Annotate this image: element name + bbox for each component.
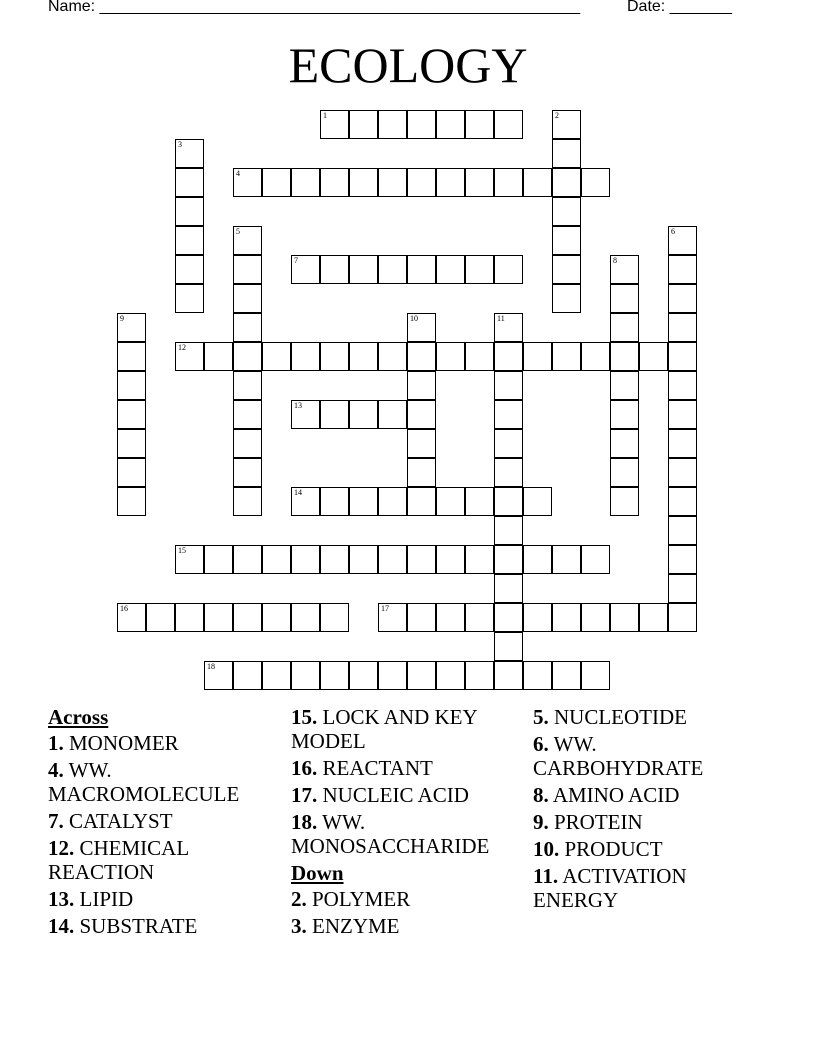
clue-number-label: 11: [497, 314, 505, 323]
grid-cell[interactable]: [407, 255, 436, 284]
grid-cell[interactable]: [523, 603, 552, 632]
grid-cell[interactable]: [552, 168, 581, 197]
grid-cell[interactable]: [407, 429, 436, 458]
grid-cell[interactable]: [668, 284, 697, 313]
clue-text: AMINO ACID: [552, 783, 680, 807]
grid-cell[interactable]: [581, 603, 610, 632]
grid-cell[interactable]: [320, 487, 349, 516]
grid-cell[interactable]: [523, 342, 552, 371]
grid-cell[interactable]: [494, 168, 523, 197]
grid-cell[interactable]: [378, 342, 407, 371]
grid-cell[interactable]: [291, 487, 320, 516]
grid-cell[interactable]: [668, 516, 697, 545]
clue-number: 17.: [291, 783, 318, 807]
grid-cell[interactable]: [233, 284, 262, 313]
grid-cell[interactable]: [407, 110, 436, 139]
grid-cell[interactable]: [494, 545, 523, 574]
grid-cell[interactable]: [291, 545, 320, 574]
grid-cell[interactable]: [436, 661, 465, 690]
clue-text: PRODUCT: [564, 837, 663, 861]
grid-cell[interactable]: [610, 284, 639, 313]
clue-column-1: [48, 705, 284, 941]
clue-number: 6.: [533, 732, 549, 756]
grid-cell[interactable]: [175, 139, 204, 168]
grid-cell[interactable]: [436, 487, 465, 516]
grid-cell[interactable]: [552, 255, 581, 284]
clue-text: PROTEIN: [554, 810, 643, 834]
grid-cell[interactable]: [581, 661, 610, 690]
grid-cell[interactable]: [436, 603, 465, 632]
grid-cell[interactable]: [233, 458, 262, 487]
grid-cell[interactable]: [262, 342, 291, 371]
clue-number: 2.: [291, 887, 307, 911]
grid-cell[interactable]: [175, 545, 204, 574]
clue-across-1: [48, 731, 284, 755]
clue-number-label: 7: [294, 256, 298, 265]
grid-cell[interactable]: [117, 313, 146, 342]
grid-cell[interactable]: [668, 574, 697, 603]
clue-number-label: 8: [613, 256, 617, 265]
clue-down-11: [533, 864, 748, 912]
clue-down-2: [291, 887, 529, 911]
grid-cell[interactable]: [117, 487, 146, 516]
grid-cell[interactable]: [349, 545, 378, 574]
clue-number: 16.: [291, 756, 318, 780]
clue-number-label: 9: [120, 314, 124, 323]
grid-cell[interactable]: [668, 487, 697, 516]
grid-cell[interactable]: [204, 545, 233, 574]
grid-cell[interactable]: [523, 545, 552, 574]
clue-across-4: [48, 758, 284, 806]
grid-cell[interactable]: [407, 458, 436, 487]
grid-cell[interactable]: [494, 255, 523, 284]
grid-cell[interactable]: [494, 661, 523, 690]
clue-number: 5.: [533, 705, 549, 729]
grid-cell[interactable]: [494, 110, 523, 139]
grid-cell[interactable]: [407, 400, 436, 429]
grid-cell[interactable]: [233, 400, 262, 429]
grid-cell[interactable]: [378, 545, 407, 574]
grid-cell[interactable]: [610, 458, 639, 487]
grid-cell[interactable]: [117, 342, 146, 371]
grid-cell[interactable]: [436, 110, 465, 139]
grid-cell[interactable]: [349, 487, 378, 516]
clue-down-10: [533, 837, 748, 861]
grid-cell[interactable]: [175, 603, 204, 632]
grid-cell[interactable]: [378, 168, 407, 197]
grid-cell[interactable]: [494, 574, 523, 603]
grid-cell[interactable]: [175, 168, 204, 197]
clue-text: SUBSTRATE: [79, 914, 198, 938]
grid-cell[interactable]: [407, 168, 436, 197]
across-heading: Across: [48, 705, 109, 729]
grid-cell[interactable]: [581, 342, 610, 371]
grid-cell[interactable]: [523, 168, 552, 197]
clue-text: REACTANT: [322, 756, 433, 780]
clue-text: POLYMER: [312, 887, 411, 911]
grid-cell[interactable]: [204, 603, 233, 632]
grid-cell[interactable]: [465, 545, 494, 574]
grid-cell[interactable]: [204, 661, 233, 690]
clue-number-label: 18: [207, 662, 215, 671]
clue-text: ACTIVATION ENERGY: [533, 864, 687, 912]
clue-text: WW. CARBOHYDRATE: [533, 732, 704, 780]
clue-number: 10.: [533, 837, 560, 861]
grid-cell[interactable]: [233, 226, 262, 255]
grid-cell[interactable]: [668, 342, 697, 371]
grid-cell[interactable]: [349, 661, 378, 690]
grid-cell[interactable]: [494, 516, 523, 545]
grid-cell[interactable]: [291, 400, 320, 429]
grid-cell[interactable]: [320, 545, 349, 574]
grid-cell[interactable]: [465, 168, 494, 197]
grid-cell[interactable]: [262, 603, 291, 632]
clue-down-8: [533, 783, 748, 807]
clue-number-label: 6: [671, 227, 675, 236]
grid-cell[interactable]: [233, 168, 262, 197]
grid-cell[interactable]: [175, 284, 204, 313]
grid-cell[interactable]: [378, 603, 407, 632]
grid-cell[interactable]: [668, 429, 697, 458]
clue-number: 7.: [48, 809, 64, 833]
grid-cell[interactable]: [175, 226, 204, 255]
date-label: Date:: [627, 0, 670, 15]
clue-text: WW. MACROMOLECULE: [48, 758, 240, 806]
grid-cell[interactable]: [552, 284, 581, 313]
grid-cell[interactable]: [494, 458, 523, 487]
clue-number-label: 13: [294, 401, 302, 410]
clue-across-7: [48, 809, 284, 833]
grid-cell[interactable]: [465, 110, 494, 139]
clue-down-6: [533, 732, 748, 780]
page-title: ECOLOGY: [288, 37, 528, 93]
clue-across-12: [48, 836, 284, 884]
grid-cell[interactable]: [175, 342, 204, 371]
clue-text: NUCLEIC ACID: [322, 783, 469, 807]
clue-number-label: 1: [323, 111, 327, 120]
clue-across-18: [291, 810, 529, 858]
clue-number-label: 10: [410, 314, 418, 323]
grid-cell[interactable]: [494, 632, 523, 661]
grid-cell[interactable]: [407, 603, 436, 632]
grid-cell[interactable]: [117, 400, 146, 429]
grid-cell[interactable]: [262, 168, 291, 197]
grid-cell[interactable]: [610, 487, 639, 516]
grid-cell[interactable]: [407, 313, 436, 342]
grid-cell[interactable]: [378, 255, 407, 284]
grid-cell[interactable]: [320, 342, 349, 371]
grid-cell[interactable]: [291, 661, 320, 690]
clue-across-13: [48, 887, 284, 911]
grid-cell[interactable]: [494, 342, 523, 371]
clue-text: LOCK AND KEY MODEL: [291, 705, 477, 753]
grid-cell[interactable]: [320, 255, 349, 284]
clue-number: 18.: [291, 810, 318, 834]
clue-down-5: [533, 705, 748, 729]
clue-across-15: [291, 705, 529, 753]
grid-cell[interactable]: [610, 400, 639, 429]
grid-cell[interactable]: [378, 661, 407, 690]
grid-cell[interactable]: [233, 313, 262, 342]
grid-cell[interactable]: [349, 110, 378, 139]
clue-number: 4.: [48, 758, 64, 782]
clue-text: CATALYST: [69, 809, 173, 833]
grid-cell[interactable]: [523, 487, 552, 516]
grid-cell[interactable]: [668, 255, 697, 284]
clue-text: MONOMER: [69, 731, 179, 755]
grid-cell[interactable]: [378, 487, 407, 516]
clue-number: 9.: [533, 810, 549, 834]
grid-cell[interactable]: [262, 545, 291, 574]
clue-across-17: [291, 783, 529, 807]
grid-cell[interactable]: [349, 400, 378, 429]
name-line[interactable]: ______________________________________________________: [99, 0, 581, 15]
grid-cell[interactable]: [523, 661, 552, 690]
grid-cell[interactable]: [233, 342, 262, 371]
grid-cell[interactable]: [552, 661, 581, 690]
date-line[interactable]: _______: [669, 0, 732, 15]
clue-text: NUCLEOTIDE: [554, 705, 687, 729]
grid-cell[interactable]: [291, 603, 320, 632]
grid-cell[interactable]: [378, 400, 407, 429]
clue-number: 14.: [48, 914, 75, 938]
clue-text: CHEMICAL REACTION: [48, 836, 189, 884]
grid-cell[interactable]: [175, 197, 204, 226]
grid-cell[interactable]: [233, 603, 262, 632]
grid-cell[interactable]: [610, 371, 639, 400]
clue-number-label: 4: [236, 169, 240, 178]
grid-cell[interactable]: [233, 661, 262, 690]
grid-cell[interactable]: [639, 342, 668, 371]
grid-cell[interactable]: [117, 371, 146, 400]
clue-down-3: [291, 914, 529, 938]
clue-number-label: 3: [178, 140, 182, 149]
grid-cell[interactable]: [117, 603, 146, 632]
grid-cell[interactable]: [436, 545, 465, 574]
clue-text: LIPID: [79, 887, 134, 911]
grid-cell[interactable]: [436, 255, 465, 284]
down-heading: Down: [291, 861, 344, 885]
grid-cell[interactable]: [146, 603, 175, 632]
clue-number: 3.: [291, 914, 307, 938]
grid-cell[interactable]: [610, 255, 639, 284]
grid-cell[interactable]: [552, 139, 581, 168]
grid-cell[interactable]: [610, 342, 639, 371]
grid-cell[interactable]: [552, 342, 581, 371]
grid-cell[interactable]: [378, 110, 407, 139]
grid-cell[interactable]: [175, 255, 204, 284]
grid-cell[interactable]: [465, 255, 494, 284]
grid-cell[interactable]: [494, 487, 523, 516]
grid-cell[interactable]: [465, 603, 494, 632]
clue-text: WW. MONOSACCHARIDE: [291, 810, 490, 858]
grid-cell[interactable]: [668, 545, 697, 574]
grid-cell[interactable]: [581, 168, 610, 197]
grid-cell[interactable]: [320, 603, 349, 632]
clue-number: 11.: [533, 864, 559, 888]
clue-number-label: 14: [294, 488, 302, 497]
grid-cell[interactable]: [117, 458, 146, 487]
grid-cell[interactable]: [233, 429, 262, 458]
grid-cell[interactable]: [668, 371, 697, 400]
grid-cell[interactable]: [552, 603, 581, 632]
grid-cell[interactable]: [668, 226, 697, 255]
clue-number: 12.: [48, 836, 75, 860]
clue-text: ENZYME: [312, 914, 400, 938]
clue-number-label: 12: [178, 343, 186, 352]
grid-cell[interactable]: [407, 545, 436, 574]
grid-cell[interactable]: [610, 313, 639, 342]
grid-cell[interactable]: [552, 545, 581, 574]
clue-across-16: [291, 756, 529, 780]
grid-cell[interactable]: [262, 661, 291, 690]
clue-column-3: [533, 705, 748, 915]
grid-cell[interactable]: [668, 603, 697, 632]
grid-cell[interactable]: [291, 255, 320, 284]
grid-cell[interactable]: [668, 313, 697, 342]
grid-cell[interactable]: [494, 429, 523, 458]
grid-cell[interactable]: [581, 545, 610, 574]
grid-cell[interactable]: [639, 603, 668, 632]
clue-number: 8.: [533, 783, 549, 807]
grid-cell[interactable]: [233, 255, 262, 284]
grid-cell[interactable]: [494, 400, 523, 429]
grid-cell[interactable]: [552, 197, 581, 226]
grid-cell[interactable]: [465, 487, 494, 516]
grid-cell[interactable]: [668, 458, 697, 487]
grid-cell[interactable]: [320, 400, 349, 429]
grid-cell[interactable]: [349, 342, 378, 371]
grid-cell[interactable]: [291, 342, 320, 371]
grid-cell[interactable]: [610, 429, 639, 458]
clue-number-label: 2: [555, 111, 559, 120]
clue-number: 1.: [48, 731, 64, 755]
grid-cell[interactable]: [407, 371, 436, 400]
grid-cell[interactable]: [233, 545, 262, 574]
grid-cell[interactable]: [465, 342, 494, 371]
grid-cell[interactable]: [320, 110, 349, 139]
grid-cell[interactable]: [407, 487, 436, 516]
grid-cell[interactable]: [349, 168, 378, 197]
grid-cell[interactable]: [494, 371, 523, 400]
grid-cell[interactable]: [465, 661, 494, 690]
grid-cell[interactable]: [320, 168, 349, 197]
grid-cell[interactable]: [320, 661, 349, 690]
clue-number-label: 15: [178, 546, 186, 555]
grid-cell[interactable]: [407, 342, 436, 371]
grid-cell[interactable]: [349, 255, 378, 284]
grid-cell[interactable]: [668, 400, 697, 429]
grid-cell[interactable]: [233, 371, 262, 400]
grid-cell[interactable]: [204, 342, 233, 371]
grid-cell[interactable]: [407, 661, 436, 690]
clue-number: 15.: [291, 705, 318, 729]
grid-cell[interactable]: [436, 342, 465, 371]
clue-number-label: 16: [120, 604, 128, 613]
clue-across-14: [48, 914, 284, 938]
clue-number-label: 17: [381, 604, 389, 613]
clue-number: 13.: [48, 887, 75, 911]
grid-cell[interactable]: [494, 603, 523, 632]
grid-cell[interactable]: [494, 313, 523, 342]
grid-cell[interactable]: [436, 168, 465, 197]
name-label: Name:: [48, 0, 100, 15]
clue-number-label: 5: [236, 227, 240, 236]
grid-cell[interactable]: [552, 110, 581, 139]
clue-column-2: [291, 705, 529, 941]
grid-cell[interactable]: [291, 168, 320, 197]
grid-cell[interactable]: [610, 603, 639, 632]
grid-cell[interactable]: [233, 487, 262, 516]
grid-cell[interactable]: [552, 226, 581, 255]
grid-cell[interactable]: [117, 429, 146, 458]
clue-down-9: [533, 810, 748, 834]
